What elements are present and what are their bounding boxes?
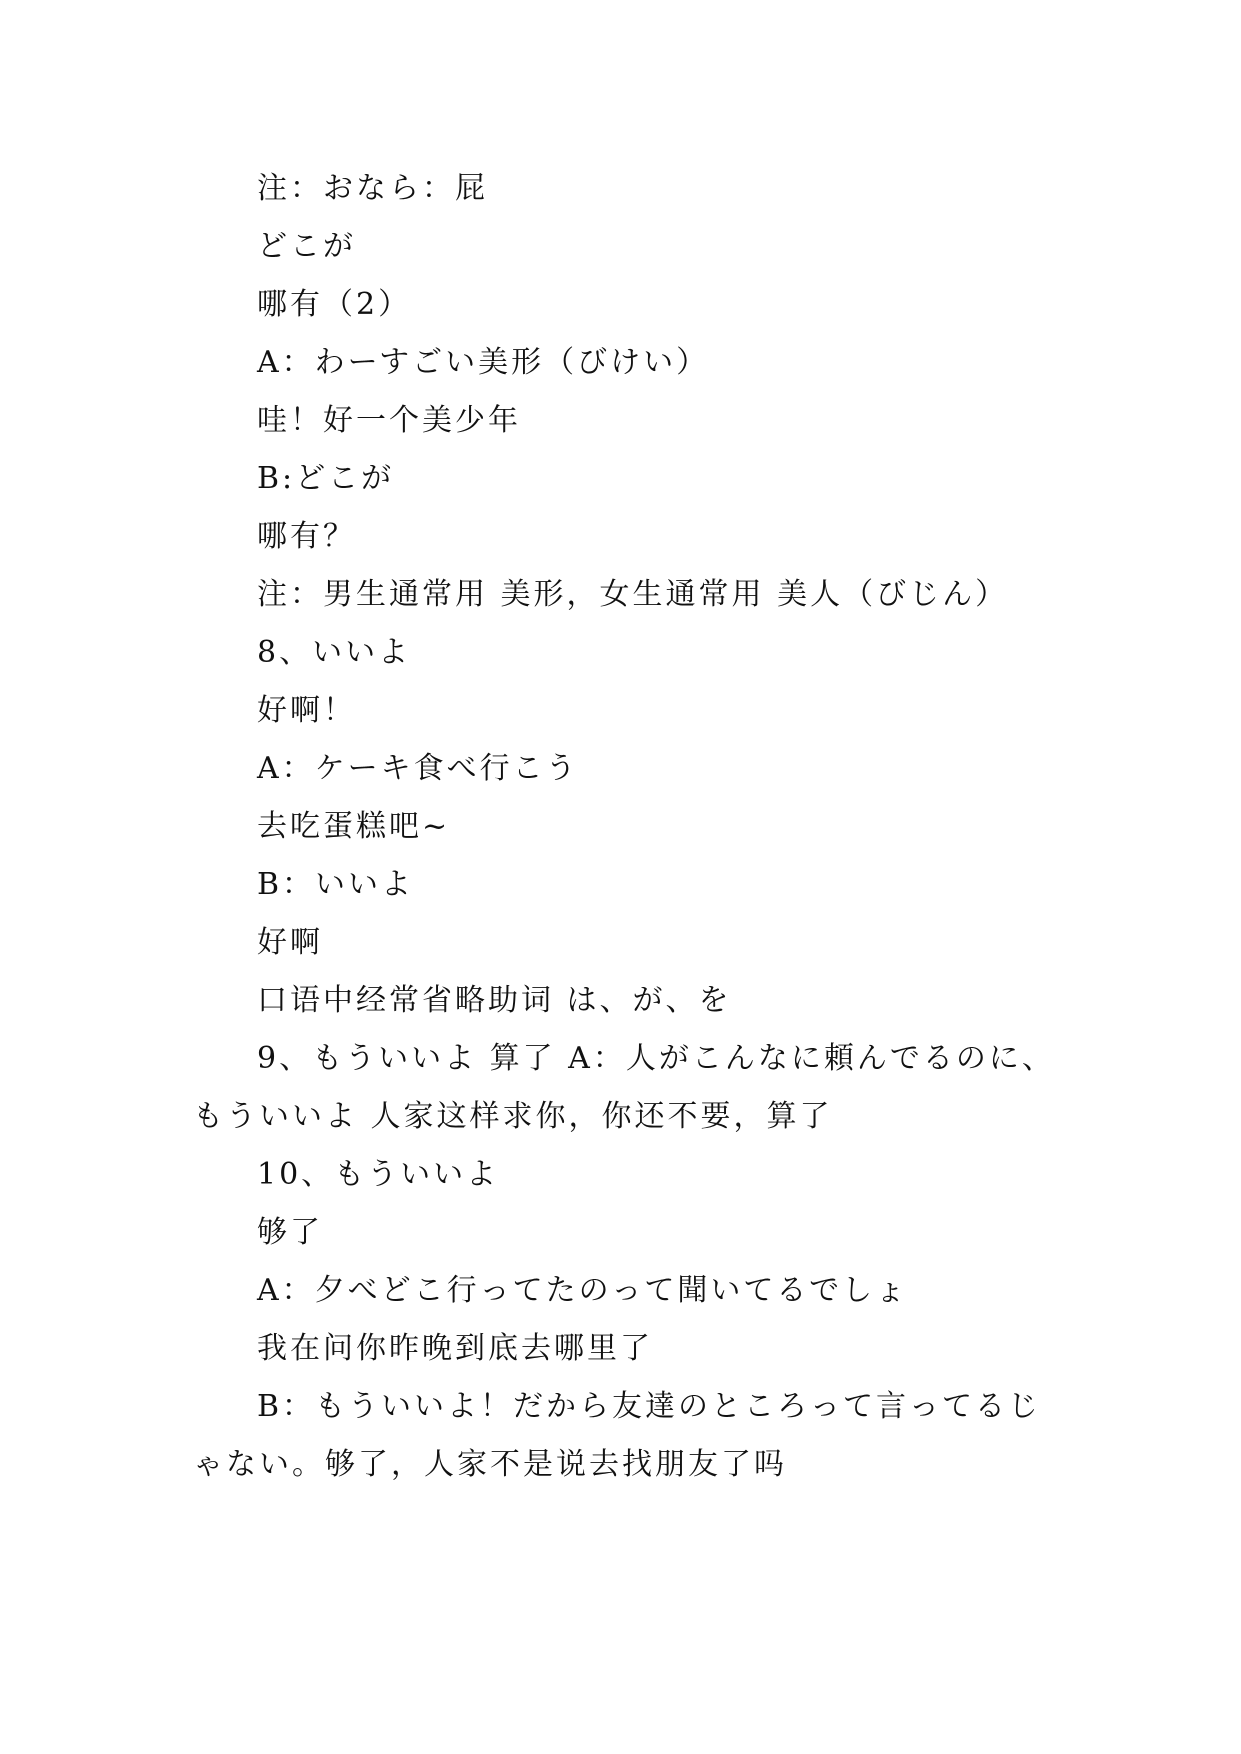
- note-line: 注：男生通常用 美形，女生通常用 美人（びじん）: [257, 577, 1009, 612]
- note-line: 口语中经常省略助词 は、が、を: [257, 983, 732, 1018]
- dialogue-line: A：わーすごい美形（びけい）: [257, 345, 710, 380]
- section-heading: 10、もういいよ: [257, 1157, 500, 1192]
- section-paragraph: 9、もういいよ 算了 A：人がこんなに頼んでるのに、もういいよ 人家这样求你，你还不要，算了: [193, 1041, 1055, 1134]
- translation-line: 好啊！: [257, 693, 356, 728]
- japanese-line: どこが: [257, 229, 356, 264]
- note-line: 注：おなら：屁: [257, 171, 488, 206]
- translation-line: 哪有？: [257, 519, 356, 554]
- dialogue-line: B：いいよ: [257, 867, 415, 902]
- translation-line: 好啊: [257, 925, 323, 960]
- dialogue-paragraph: B：もういいよ！だから友達のところって言ってるじゃない。够了，人家不是说去找朋友了吗: [193, 1389, 1042, 1482]
- section-heading: 8、いいよ: [257, 635, 412, 670]
- translation-line: 去吃蛋糕吧~: [257, 809, 451, 844]
- document-body: [193, 160, 1073, 1494]
- translation-line: 哪有（2）: [257, 287, 412, 322]
- translation-line: 我在问你昨晚到底去哪里了: [257, 1331, 653, 1366]
- dialogue-line: A：ケーキ食べ行こう: [257, 751, 579, 786]
- translation-line: 够了: [257, 1215, 323, 1250]
- dialogue-line: A：夕べどこ行ってたのって聞いてるでしょ: [257, 1273, 909, 1308]
- translation-line: 哇！好一个美少年: [257, 403, 521, 438]
- dialogue-line: B:どこが: [257, 461, 395, 496]
